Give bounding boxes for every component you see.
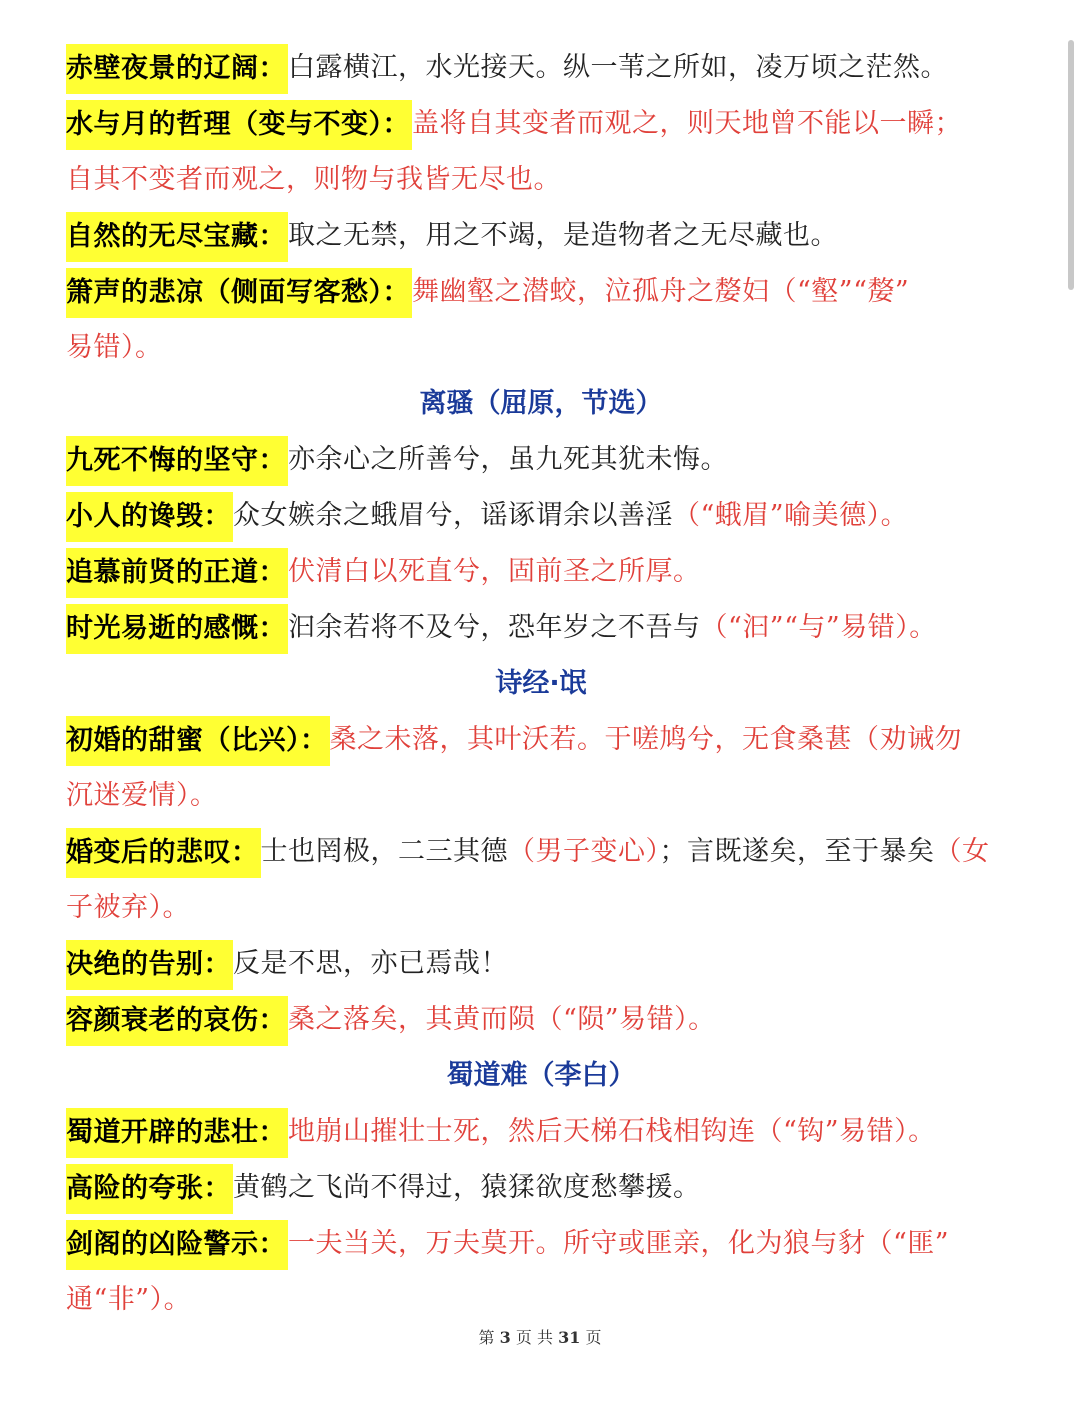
entry-meng-4 (66, 992, 1016, 1048)
entry-lisao-3 (66, 544, 1016, 600)
footer-prefix: 第 (478, 1328, 495, 1347)
entry-label: 自然的无尽宝藏： (66, 212, 288, 262)
document-body (66, 40, 1016, 1328)
entry-quote: 取之无禁，用之不竭，是造物者之无尽藏也。 (288, 220, 838, 251)
entry-label: 水与月的哲理（变与不变）： (66, 100, 412, 150)
entry-continuation (66, 880, 1016, 936)
entry-quote: 一夫当关，万夫莫开。所守或匪亲，化为狼与豺（“匪” (288, 1228, 950, 1259)
entry-quote: 舞幽壑之潜蛟，泣孤舟之嫠妇（“壑”“嫠” (412, 276, 910, 307)
entry-meng-3 (66, 936, 1016, 992)
entry-quote: 白露横江，水光接天。纵一苇之所如，凌万顷之茫然。 (288, 52, 948, 83)
entry-note: （“蛾眉”喻美德）。 (673, 500, 909, 531)
entry-quote: 通“非”）。 (66, 1284, 192, 1315)
entry-quote: 桑之未落，其叶沃若。于嗟鸠兮，无食桑葚（劝诫勿 (329, 724, 962, 755)
entry-label: 高险的夸张： (66, 1164, 233, 1214)
entry-quote: 自其不变者而观之，则物与我皆无尽也。 (66, 164, 561, 195)
entry-label: 决绝的告别： (66, 940, 233, 990)
entry-quote: 士也罔极，二三其德 (260, 836, 508, 867)
entry-quote: 黄鹤之飞尚不得过，猿猱欲度愁攀援。 (233, 1172, 701, 1203)
entry-shudao-3 (66, 1216, 1016, 1272)
entry-label: 九死不悔的坚守： (66, 436, 288, 486)
entry-label: 追慕前贤的正道： (66, 548, 288, 598)
entry-chibi-water-moon (66, 96, 1016, 152)
entry-quote: 众女嫉余之蛾眉兮，谣诼谓余以善淫 (233, 500, 673, 531)
entry-meng-2 (66, 824, 1016, 880)
entry-quote: 易错）。 (66, 332, 163, 363)
entry-continuation (66, 768, 1016, 824)
entry-label: 小人的谗毁： (66, 492, 233, 542)
entry-chibi-treasure (66, 208, 1016, 264)
entry-chibi-night-view (66, 40, 1016, 96)
footer-middle: 页 共 (515, 1328, 553, 1347)
scrollbar[interactable] (1068, 40, 1074, 290)
entry-label: 初婚的甜蜜（比兴）： (66, 716, 330, 766)
page-footer (0, 1325, 1080, 1348)
entry-continuation (66, 152, 1016, 208)
entry-lisao-1 (66, 432, 1016, 488)
entry-label: 箫声的悲凉（侧面写客愁）： (66, 268, 412, 318)
footer-suffix: 页 (585, 1328, 602, 1347)
entry-lisao-4 (66, 600, 1016, 656)
entry-label: 赤壁夜景的辽阔： (66, 44, 288, 94)
entry-quote: 地崩山摧壮士死，然后天梯石栈相钩连（“钩”易错）。 (288, 1116, 936, 1147)
entry-quote: 汩余若将不及兮，恐年岁之不吾与 (288, 612, 701, 643)
entry-note: 子被弃）。 (66, 892, 190, 923)
section-heading-meng: 诗经·氓 (495, 668, 587, 699)
entry-chibi-flute (66, 264, 1016, 320)
entry-continuation (66, 1272, 1016, 1328)
entry-meng-1 (66, 712, 1016, 768)
entry-quote: 桑之落矣，其黄而陨（“陨”易错）。 (288, 1004, 716, 1035)
entry-label: 蜀道开辟的悲壮： (66, 1108, 288, 1158)
entry-label: 剑阁的凶险警示： (66, 1220, 288, 1270)
entry-shudao-2 (66, 1160, 1016, 1216)
entry-note: （男子变心） (508, 836, 660, 867)
entry-label: 时光易逝的感慨： (66, 604, 288, 654)
entry-shudao-1 (66, 1104, 1016, 1160)
entry-quote: 反是不思，亦已焉哉！ (233, 948, 508, 979)
entry-label: 婚变后的悲叹： (66, 828, 261, 878)
entry-note: （“汩”“与”易错）。 (700, 612, 937, 643)
entry-quote: 盖将自其变者而观之，则天地曾不能以一瞬； (412, 108, 962, 139)
entry-quote: 伏清白以死直兮，固前圣之所厚。 (288, 556, 701, 587)
footer-page-number: 3 (499, 1328, 511, 1347)
entry-lisao-2 (66, 488, 1016, 544)
entry-quote: 沉迷爱情）。 (66, 780, 218, 811)
section-heading-lisao: 离骚（屈原，节选） (419, 388, 663, 419)
entry-label: 容颜衰老的哀伤： (66, 996, 288, 1046)
footer-total-pages: 31 (558, 1328, 581, 1347)
entry-quote: 亦余心之所善兮，虽九死其犹未悔。 (288, 444, 728, 475)
section-heading-shudao: 蜀道难（李白） (446, 1060, 636, 1091)
entry-note: （女 (934, 836, 990, 867)
entry-continuation (66, 320, 1016, 376)
entry-quote: ；言既遂矣，至于暴矣 (659, 836, 935, 867)
